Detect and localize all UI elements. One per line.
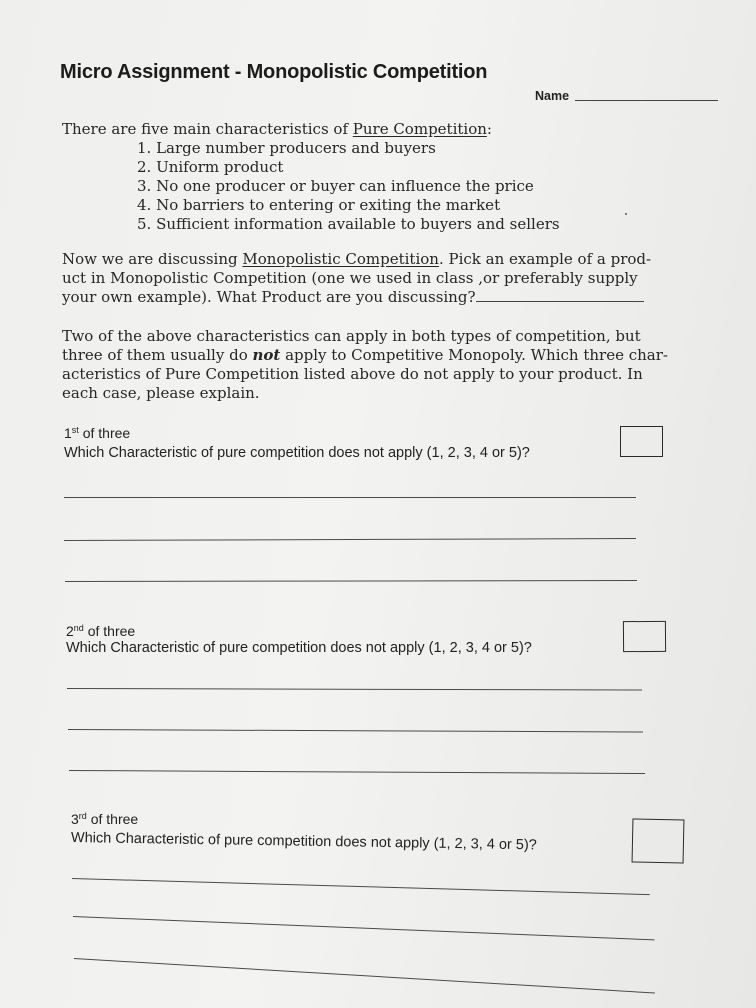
name-label: Name xyxy=(535,89,570,103)
paragraph-instructions-line-2 xyxy=(62,346,668,365)
question-3-line-1[interactable] xyxy=(72,878,650,895)
q2-ordinal: 2 xyxy=(66,623,74,639)
list-item: 3. No one producer or buyer can influence the price xyxy=(137,177,534,195)
paragraph-instructions-line-1: Two of the above characteristics can apply in both types of competition, but xyxy=(62,327,641,345)
question-3-line-2[interactable] xyxy=(73,916,655,940)
list-item: 5. Sufficient information available to buyers and sellers xyxy=(137,215,560,233)
list-item: 2. Uniform product xyxy=(137,158,284,176)
p2-text: Now we are discussing xyxy=(62,250,243,268)
q2-label-tail: of three xyxy=(83,623,136,639)
emphasis-not: not xyxy=(252,346,281,364)
question-1-prompt: Which Characteristic of pure competition does not apply (1, 2, 3, 4 or 5)? xyxy=(64,445,530,461)
question-1-answer-box[interactable] xyxy=(620,426,663,457)
question-2-line-2[interactable] xyxy=(68,729,643,733)
question-2-label xyxy=(66,623,135,639)
paragraph-product-line-2: uct in Monopolistic Competition (one we used in class ,or preferably supply xyxy=(62,269,638,287)
q1-ordinal: 1 xyxy=(64,425,72,441)
product-answer-field[interactable] xyxy=(476,301,644,302)
stray-dot xyxy=(625,213,627,215)
p2-text: . Pick an example of a prod- xyxy=(438,250,652,268)
list-item: 4. No barriers to entering or exiting the market xyxy=(137,196,501,214)
question-2-line-3[interactable] xyxy=(69,770,645,774)
page-title: Micro Assignment - Monopolistic Competition xyxy=(60,61,488,83)
paragraph-instructions-line-3: acteristics of Pure Competition listed above do not apply to your product. In xyxy=(62,365,643,383)
q1-ordinal-suffix: st xyxy=(71,425,79,435)
question-1-line-1[interactable] xyxy=(64,497,636,498)
q3-ordinal: 3 xyxy=(71,811,79,827)
question-3-label xyxy=(71,811,138,827)
pure-competition-term: Pure Competition xyxy=(352,120,487,138)
question-3-answer-box[interactable] xyxy=(632,818,685,863)
intro-lead: There are five main characteristics of xyxy=(62,120,353,138)
characteristics-list xyxy=(137,139,560,234)
monopolistic-competition-term: Monopolistic Competition xyxy=(242,250,439,268)
q3-ordinal-suffix: rd xyxy=(78,811,87,821)
question-1-label xyxy=(64,425,130,441)
question-2-prompt: Which Characteristic of pure competition does not apply (1, 2, 3, 4 or 5)? xyxy=(66,640,532,656)
question-1-line-3[interactable] xyxy=(65,580,637,582)
product-question: your own example). What Product are you discussing? xyxy=(62,288,476,306)
list-item: 1. Large number producers and buyers xyxy=(137,139,436,157)
question-3-prompt: Which Characteristic of pure competition does not apply (1, 2, 3, 4 or 5)? xyxy=(70,830,537,854)
intro-sentence xyxy=(62,120,492,139)
question-1-line-2[interactable] xyxy=(64,538,636,541)
paragraph-product-line-1 xyxy=(62,250,651,269)
q1-label-tail: of three xyxy=(78,425,131,441)
question-2-answer-box[interactable] xyxy=(623,621,666,652)
paragraph-product-line-3 xyxy=(62,288,644,307)
p3-text: three of them usually do xyxy=(62,346,253,364)
intro-tail: : xyxy=(486,120,492,138)
paragraph-instructions-line-4: each case, please explain. xyxy=(62,384,260,402)
p3-text: apply to Competitive Monopoly. Which three char- xyxy=(280,346,668,364)
question-3-line-3[interactable] xyxy=(74,958,655,994)
q2-ordinal-suffix: nd xyxy=(73,623,84,633)
question-2-line-1[interactable] xyxy=(67,688,642,691)
name-field[interactable] xyxy=(575,100,718,101)
q3-label-tail: of three xyxy=(86,811,139,827)
